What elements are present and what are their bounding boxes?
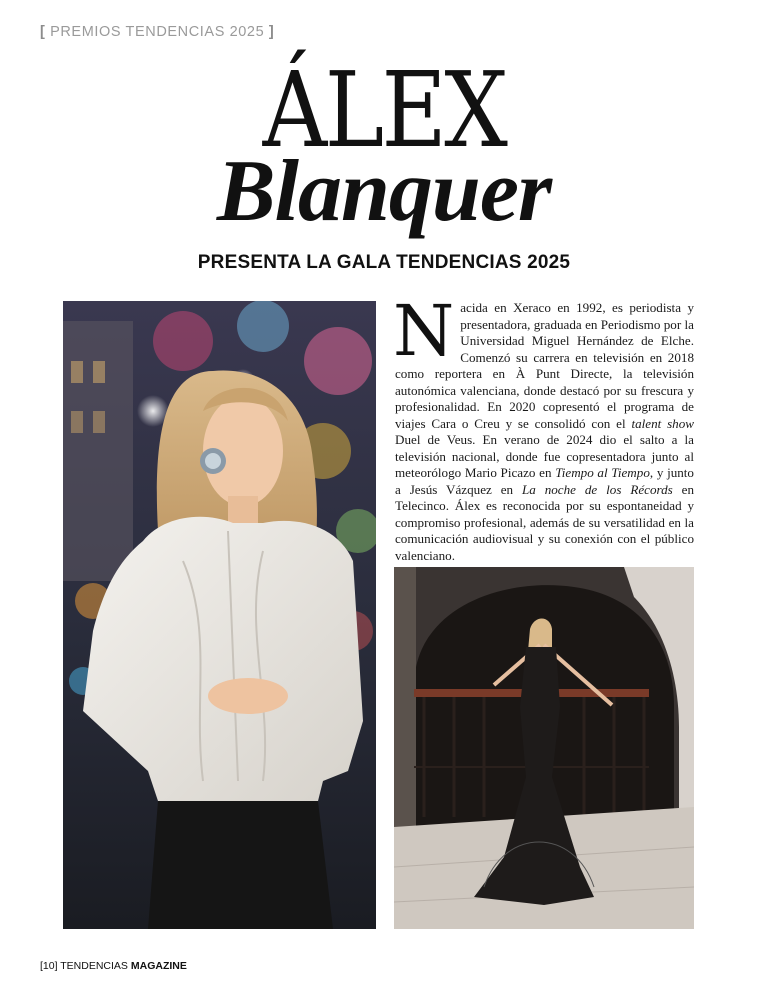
- article-emphasis-3: La noche de los Récords: [521, 481, 673, 497]
- footer-brand: TENDENCIAS: [60, 960, 128, 972]
- article-subtitle: PRESENTA LA GALA TENDENCIAS 2025: [197, 252, 571, 273]
- title-first-name: ÁLEX: [262, 49, 506, 171]
- article-emphasis-1: talent show: [631, 415, 695, 431]
- section-label: [40, 24, 274, 40]
- article-body: [393, 290, 695, 564]
- bracket-close: ]: [268, 24, 275, 40]
- article-text-3: , y junto a Jesús Vázquez en: [395, 465, 694, 497]
- gown-photo: [394, 567, 694, 929]
- article-text-1: acida en Xeraco en 1992, es periodista y presentadora, graduada en Periodismo por la Universidad Miguel Hernández de Elche. Comenzó su carrera en televisión en 2018 como reportera en À Punt Directe, la televisión autonómica valenciana, donde destacó por su frescura y profesionalidad. En 2020 copresentó el programa de viajes Cara o Creu y se consolidó con el: [395, 300, 694, 431]
- article-text-2: Duel de Veus. En verano de 2024 dio el salto a la televisión nacional, donde fue copresentadora junto al meteorólogo Mario Picazo en: [395, 432, 694, 480]
- portrait-photo: [63, 301, 376, 929]
- title-last-name: Blanquer: [216, 143, 552, 240]
- section-title: PREMIOS TENDENCIAS 2025: [50, 24, 265, 40]
- page-footer: [40, 960, 187, 972]
- bracket-open: [: [40, 24, 46, 40]
- footer-magazine: MAGAZINE: [130, 960, 187, 972]
- page-number: [10]: [40, 960, 58, 972]
- article-emphasis-2: Tiempo al Tiempo: [555, 465, 650, 480]
- drop-cap: N: [393, 290, 455, 372]
- article-text-4: en Telecinco. Álex es reconocida por su espontaneidad y compromiso profesional, además de su versatilidad en la comunicación audiovisual y su conexión con el público valenciano.: [395, 481, 695, 563]
